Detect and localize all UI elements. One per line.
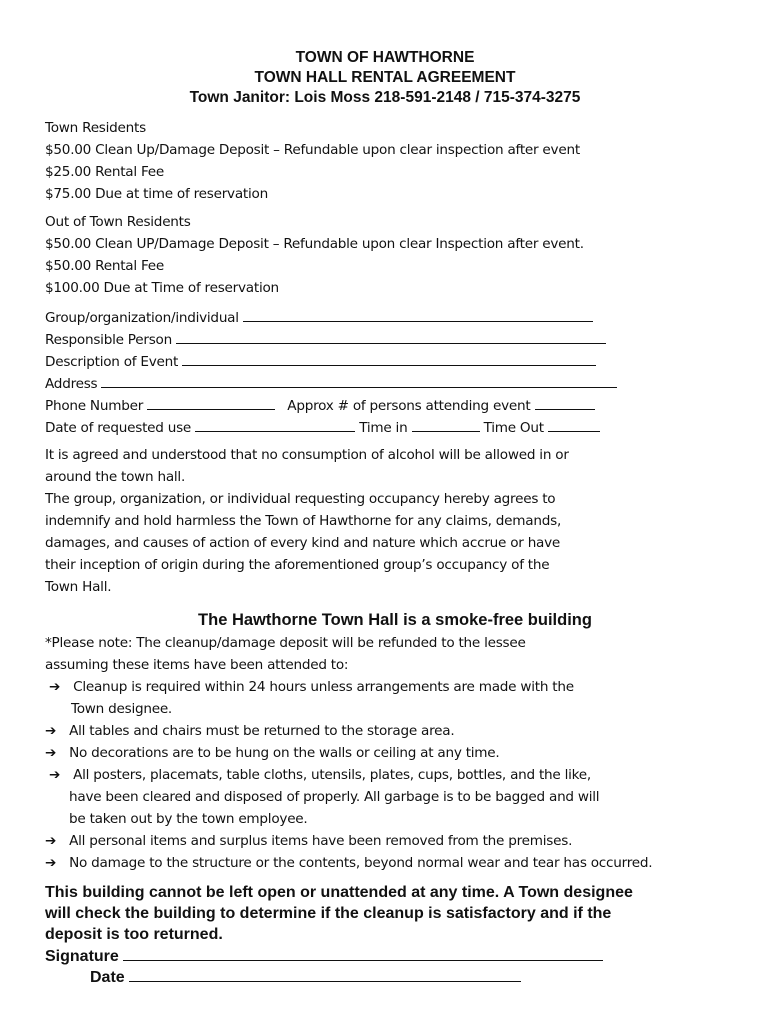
description-field — [45, 350, 735, 372]
unattended-warning — [45, 882, 735, 945]
indemnify-line-1: The group, organization, or individual requesting occupancy hereby agrees to — [45, 491, 556, 507]
indemnify-line-4: their inception of origin during the aforementioned group’s occupancy of the — [45, 557, 550, 573]
condition-item — [45, 830, 735, 852]
condition-item — [45, 676, 735, 698]
date-signature-input-line[interactable] — [129, 966, 521, 982]
out-of-town-fees — [45, 211, 735, 299]
condition-text: No decorations are to be hung on the walls or ceiling at any time. — [69, 745, 500, 761]
residents-deposit: $50.00 Clean Up/Damage Deposit – Refundable upon clear inspection after event — [45, 142, 580, 158]
date-row — [45, 966, 521, 987]
indemnify-line-2: indemnify and hold harmless the Town of Hawthorne for any claims, demands, — [45, 513, 562, 529]
condition-text: All tables and chairs must be returned to the storage area. — [69, 723, 455, 739]
warning-line-2: will check the building to determine if the cleanup is satisfactory and if the — [45, 905, 612, 922]
out-of-town-title: Out of Town Residents — [45, 214, 191, 230]
description-input-line[interactable] — [182, 350, 596, 366]
date-field — [45, 416, 735, 438]
right-arrow-icon: ➔ — [49, 767, 61, 783]
phone-field — [45, 394, 735, 416]
group-field — [45, 306, 735, 328]
condition-text: All personal items and surplus items have been removed from the premises. — [69, 833, 573, 849]
condition-item — [45, 720, 735, 742]
right-arrow-icon: ➔ — [45, 745, 57, 761]
time-out-input-line[interactable] — [548, 416, 600, 432]
address-input-line[interactable] — [101, 372, 617, 388]
time-in-label: Time in — [359, 420, 408, 436]
terms-section — [45, 444, 735, 598]
smoke-free-heading: The Hawthorne Town Hall is a smoke-free building — [198, 611, 592, 629]
indemnify-line-3: damages, and causes of action of every kind and nature which accrue or have — [45, 535, 561, 551]
persons-label: Approx # of persons attending event — [287, 398, 531, 414]
out-of-town-deposit: $50.00 Clean UP/Damage Deposit – Refundable upon clear Inspection after event. — [45, 236, 584, 252]
date-label: Date — [90, 969, 125, 986]
alcohol-line-2: around the town hall. — [45, 469, 186, 485]
condition-item — [45, 764, 735, 786]
group-label: Group/organization/individual — [45, 310, 239, 326]
condition-text-cont: Town designee. — [71, 701, 173, 717]
document-header — [0, 48, 770, 108]
phone-label: Phone Number — [45, 398, 144, 414]
residents-title: Town Residents — [45, 120, 146, 136]
header-janitor: Town Janitor: Lois Moss 218-591-2148 / 715-374-3275 — [189, 89, 581, 106]
right-arrow-icon: ➔ — [45, 723, 57, 739]
condition-item — [45, 852, 735, 874]
note-line-1: *Please note: The cleanup/damage deposit will be refunded to the lessee — [45, 635, 526, 651]
condition-item — [45, 742, 735, 764]
indemnify-line-5: Town Hall. — [45, 579, 112, 595]
condition-text: No damage to the structure or the contents, beyond normal wear and tear has occurred. — [69, 855, 653, 871]
header-title: TOWN HALL RENTAL AGREEMENT — [254, 69, 516, 86]
warning-line-1: This building cannot be left open or unattended at any time. A Town designee — [45, 884, 633, 901]
rental-form — [45, 306, 735, 438]
signature-input-line[interactable] — [123, 945, 603, 961]
signature-label: Signature — [45, 948, 119, 965]
persons-input-line[interactable] — [535, 394, 595, 410]
responsible-label: Responsible Person — [45, 332, 172, 348]
address-label: Address — [45, 376, 98, 392]
residents-fees — [45, 117, 735, 205]
note-line-2: assuming these items have been attended to: — [45, 657, 349, 673]
time-out-label: Time Out — [483, 420, 544, 436]
cleanup-conditions — [45, 632, 735, 874]
condition-text: All posters, placemats, table cloths, utensils, plates, cups, bottles, and the like, — [73, 767, 591, 783]
residents-due: $75.00 Due at time of reservation — [45, 186, 268, 202]
right-arrow-icon: ➔ — [45, 855, 57, 871]
phone-input-line[interactable] — [147, 394, 275, 410]
alcohol-line-1: It is agreed and understood that no consumption of alcohol will be allowed in or — [45, 447, 569, 463]
date-use-label: Date of requested use — [45, 420, 192, 436]
address-field — [45, 372, 735, 394]
condition-text: Cleanup is required within 24 hours unless arrangements are made with the — [73, 679, 574, 695]
signature-row — [45, 945, 603, 966]
responsible-field — [45, 328, 735, 350]
condition-text-cont: have been cleared and disposed of properly. All garbage is to be bagged and will — [69, 789, 600, 805]
out-of-town-due: $100.00 Due at Time of reservation — [45, 280, 279, 296]
out-of-town-rental: $50.00 Rental Fee — [45, 258, 165, 274]
right-arrow-icon: ➔ — [49, 679, 61, 695]
condition-text-cont: be taken out by the town employee. — [69, 811, 308, 827]
description-label: Description of Event — [45, 354, 179, 370]
warning-line-3: deposit is too returned. — [45, 926, 223, 943]
group-input-line[interactable] — [243, 306, 593, 322]
date-input-line[interactable] — [195, 416, 355, 432]
time-in-input-line[interactable] — [412, 416, 480, 432]
header-town: TOWN OF HAWTHORNE — [295, 49, 475, 66]
residents-rental: $25.00 Rental Fee — [45, 164, 165, 180]
right-arrow-icon: ➔ — [45, 833, 57, 849]
responsible-input-line[interactable] — [176, 328, 606, 344]
